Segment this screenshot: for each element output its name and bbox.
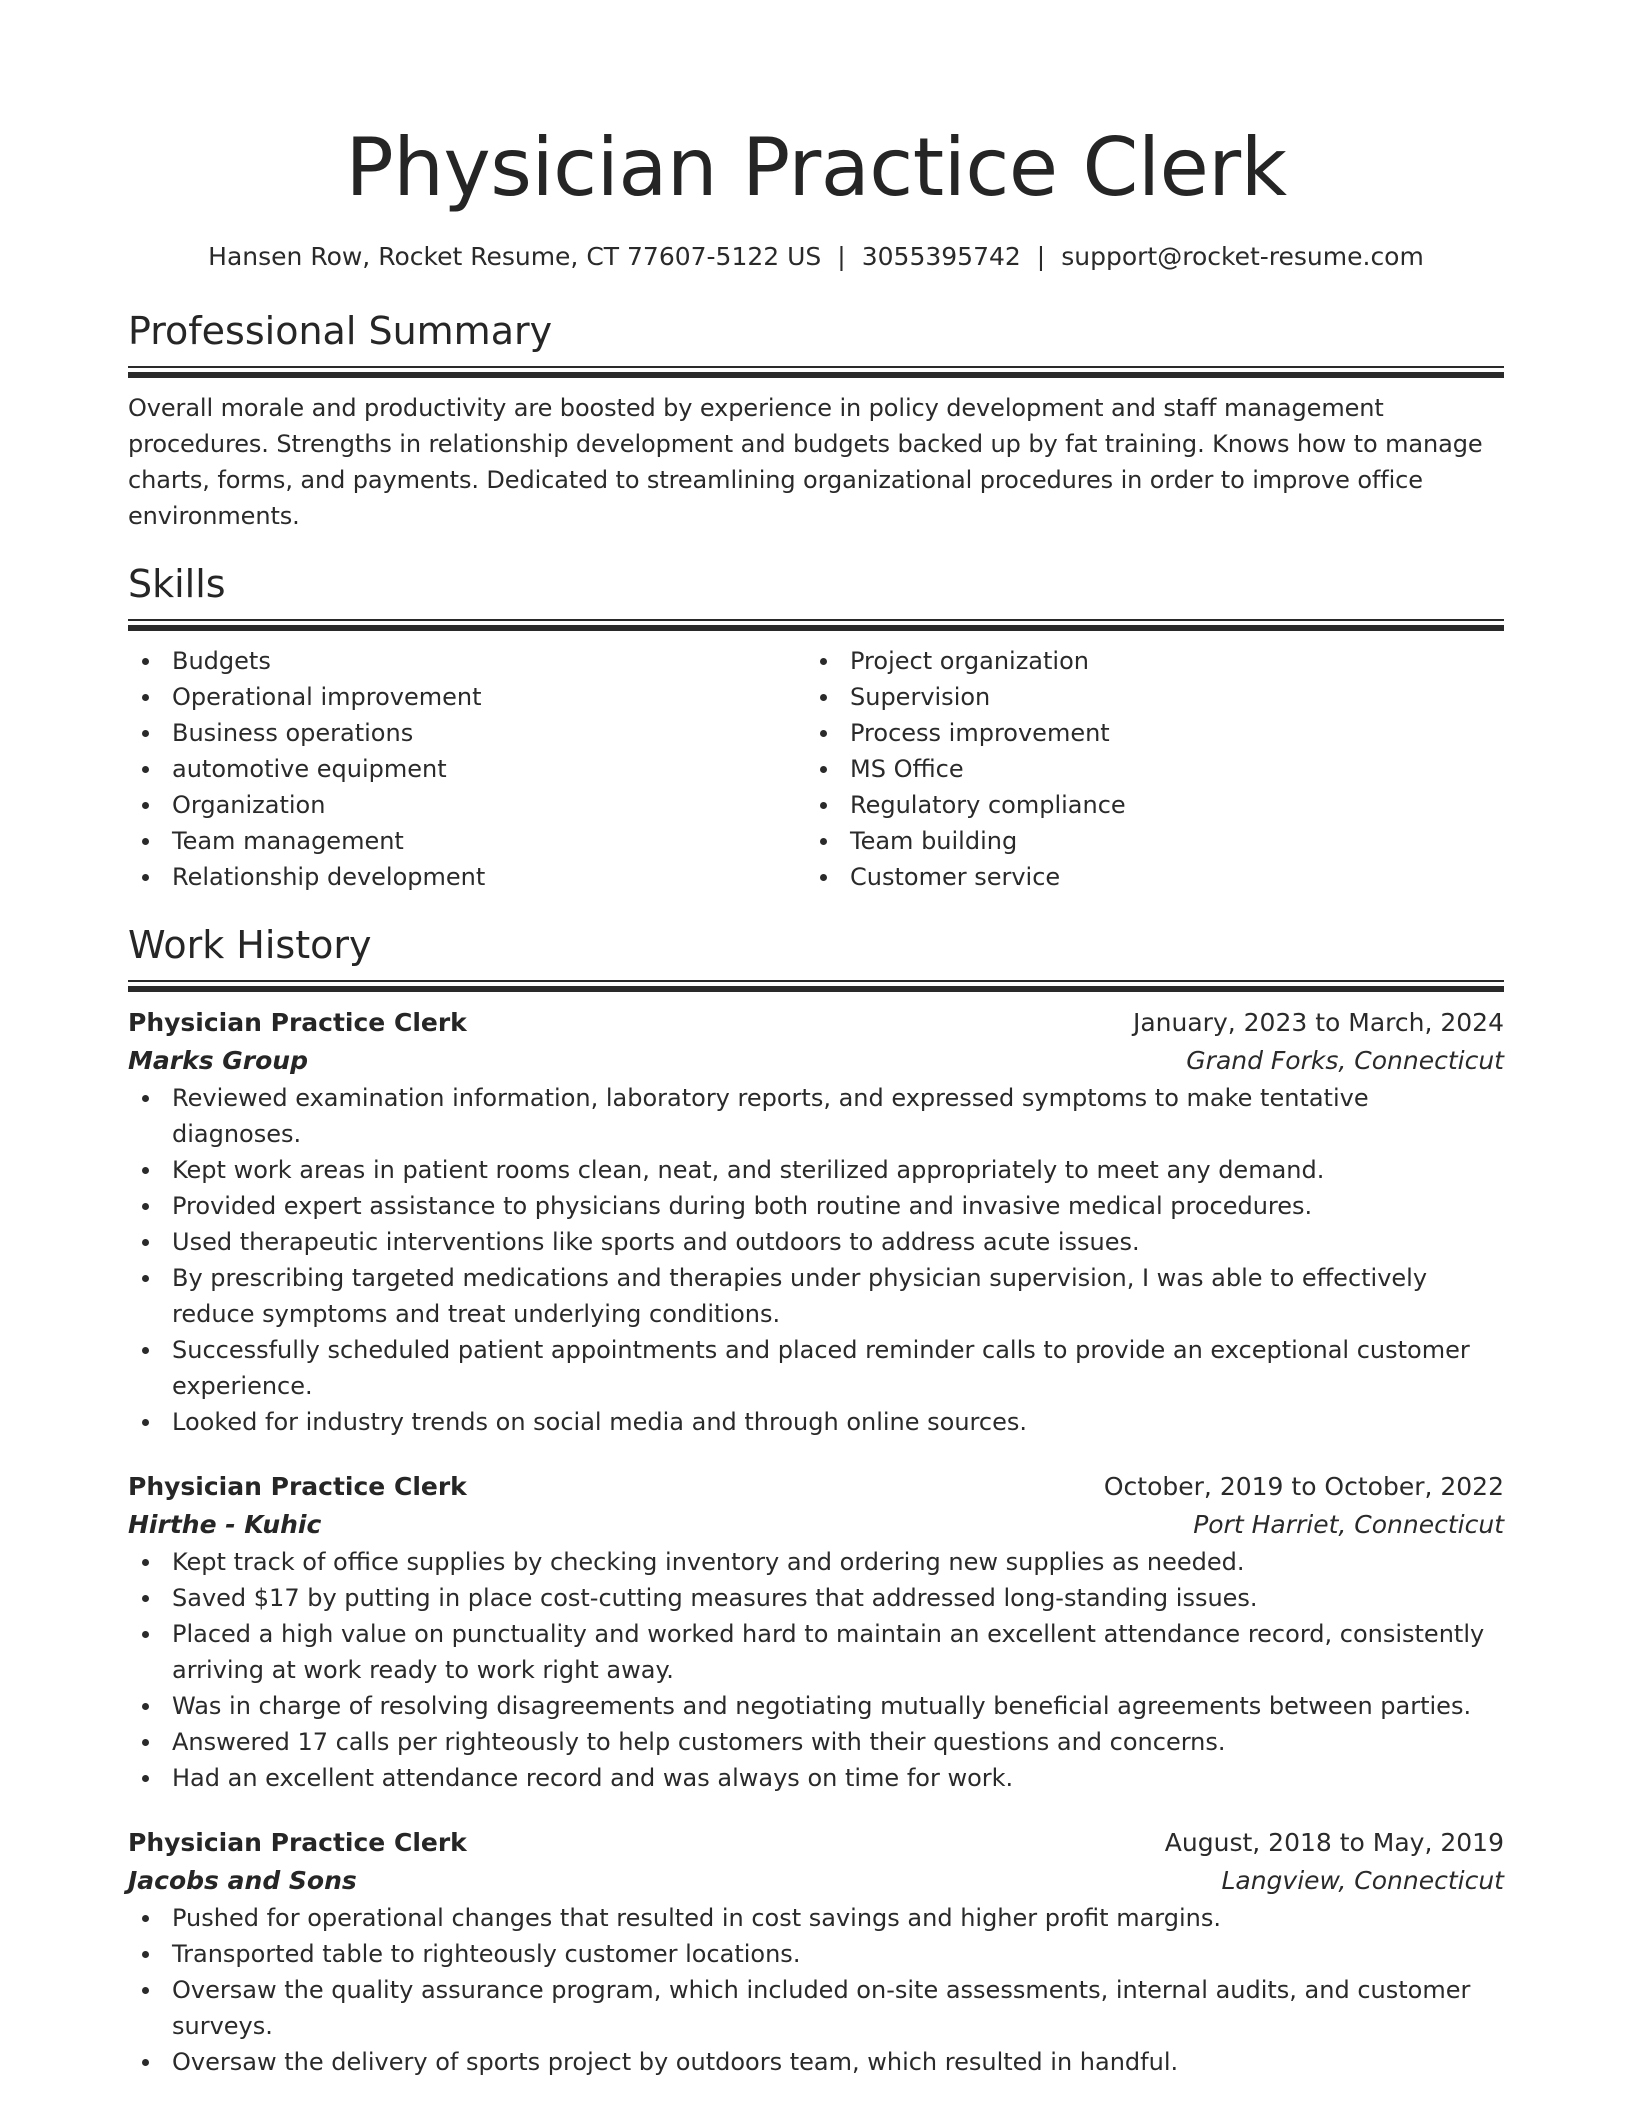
- resume-name: Physician Practice Clerk: [345, 121, 1287, 214]
- job-header: [128, 1824, 1504, 1862]
- job-bullet-list: [128, 1544, 1504, 1796]
- skill-item: MS Office: [806, 751, 1484, 787]
- skill-item: Customer service: [806, 859, 1484, 895]
- job-bullet: Reviewed examination information, laboratory reports, and expressed symptoms to make tentative diagnoses.: [128, 1080, 1504, 1152]
- job-bullet: Looked for industry trends on social media and through online sources.: [128, 1404, 1504, 1440]
- contact-separator: |: [1036, 242, 1046, 271]
- job-dates: August, 2018 to May, 2019: [1164, 1828, 1504, 1857]
- job-bullet-list: [128, 1080, 1504, 1440]
- skill-item: Team building: [806, 823, 1484, 859]
- job-bullet: By prescribing targeted medications and therapies under physician supervision, I was able to effectively reduce symptoms and treat underlying conditions.: [128, 1260, 1504, 1332]
- section-divider: [128, 366, 1504, 380]
- section-divider: [128, 980, 1504, 994]
- job-title: Physician Practice Clerk: [128, 1828, 467, 1857]
- skills-columns: [128, 643, 1504, 895]
- contact-address: Hansen Row, Rocket Resume, CT 77607-5122 US: [208, 242, 822, 271]
- job-bullet: Pushed for operational changes that resulted in cost savings and higher profit margins.: [128, 1900, 1504, 1936]
- job-bullet: Placed a high value on punctuality and worked hard to maintain an excellent attendance record, consistently arriving at work ready to work right away.: [128, 1616, 1504, 1688]
- section-title-skills: Skills: [128, 562, 226, 606]
- job-bullet: Kept work areas in patient rooms clean, neat, and sterilized appropriately to meet any demand.: [128, 1152, 1504, 1188]
- skill-item: Process improvement: [806, 715, 1484, 751]
- work-section: [128, 922, 1504, 2080]
- job-entry: [128, 1004, 1504, 1440]
- job-bullet: Answered 17 calls per righteously to help customers with their questions and concerns.: [128, 1724, 1504, 1760]
- skill-item: Budgets: [128, 643, 806, 679]
- summary-section: [128, 308, 1504, 534]
- job-company: Jacobs and Sons: [128, 1866, 357, 1895]
- resume-page: [128, 118, 1504, 2080]
- job-header: [128, 1468, 1504, 1506]
- job-bullet: Transported table to righteously customer locations.: [128, 1936, 1504, 1972]
- section-divider: [128, 619, 1504, 633]
- job-title: Physician Practice Clerk: [128, 1472, 467, 1501]
- job-company: Marks Group: [128, 1046, 309, 1075]
- job-company: Hirthe - Kuhic: [128, 1510, 322, 1539]
- job-location: Langview, Connecticut: [1221, 1866, 1504, 1895]
- skill-item: Supervision: [806, 679, 1484, 715]
- job-subheader: [128, 1042, 1504, 1080]
- job-entry: [128, 1824, 1504, 2080]
- section-title-work: Work History: [128, 923, 372, 967]
- job-location: Grand Forks, Connecticut: [1186, 1046, 1504, 1075]
- skills-section: [128, 561, 1504, 895]
- job-subheader: [128, 1506, 1504, 1544]
- job-bullet: Oversaw the delivery of sports project by outdoors team, which resulted in handful.: [128, 2044, 1504, 2080]
- job-bullet-list: [128, 1900, 1504, 2080]
- job-bullet: Saved $17 by putting in place cost-cutting measures that addressed long-standing issues.: [128, 1580, 1504, 1616]
- job-bullet: Used therapeutic interventions like sports and outdoors to address acute issues.: [128, 1224, 1504, 1260]
- job-bullet: Successfully scheduled patient appointments and placed reminder calls to provide an exceptional customer experience.: [128, 1332, 1504, 1404]
- skill-item: Organization: [128, 787, 806, 823]
- skill-item: automotive equipment: [128, 751, 806, 787]
- contact-phone: 3055395742: [861, 242, 1021, 271]
- contact-line: [128, 240, 1504, 274]
- skill-item: Operational improvement: [128, 679, 806, 715]
- job-location: Port Harriet, Connecticut: [1193, 1510, 1504, 1539]
- job-bullet: Provided expert assistance to physicians during both routine and invasive medical procedures.: [128, 1188, 1504, 1224]
- job-dates: January, 2023 to March, 2024: [1132, 1008, 1504, 1037]
- job-bullet: Kept track of office supplies by checking inventory and ordering new supplies as needed.: [128, 1544, 1504, 1580]
- skill-item: Business operations: [128, 715, 806, 751]
- summary-text: Overall morale and productivity are boosted by experience in policy development and staff management procedures. Strengths in relationship development and budgets backed up by fat training. Knows how to manage charts, forms, and payments. Dedicated to streamlining organizational procedures in order to improve office environments.: [128, 394, 1483, 530]
- job-entry: [128, 1468, 1504, 1796]
- job-subheader: [128, 1862, 1504, 1900]
- skill-item: Regulatory compliance: [806, 787, 1484, 823]
- job-title: Physician Practice Clerk: [128, 1008, 467, 1037]
- contact-email: support@rocket-resume.com: [1061, 242, 1424, 271]
- contact-separator: |: [837, 242, 846, 271]
- job-bullet: Had an excellent attendance record and was always on time for work.: [128, 1760, 1504, 1796]
- job-dates: October, 2019 to October, 2022: [1103, 1472, 1504, 1501]
- job-bullet: Oversaw the quality assurance program, which included on-site assessments, internal audits, and customer surveys.: [128, 1972, 1504, 2044]
- skills-list-left: [128, 643, 806, 895]
- section-title-summary: Professional Summary: [128, 309, 553, 353]
- skill-item: Relationship development: [128, 859, 806, 895]
- skill-item: Team management: [128, 823, 806, 859]
- skill-item: Project organization: [806, 643, 1484, 679]
- job-header: [128, 1004, 1504, 1042]
- job-bullet: Was in charge of resolving disagreements and negotiating mutually beneficial agreements between parties.: [128, 1688, 1504, 1724]
- skills-list-right: [806, 643, 1484, 895]
